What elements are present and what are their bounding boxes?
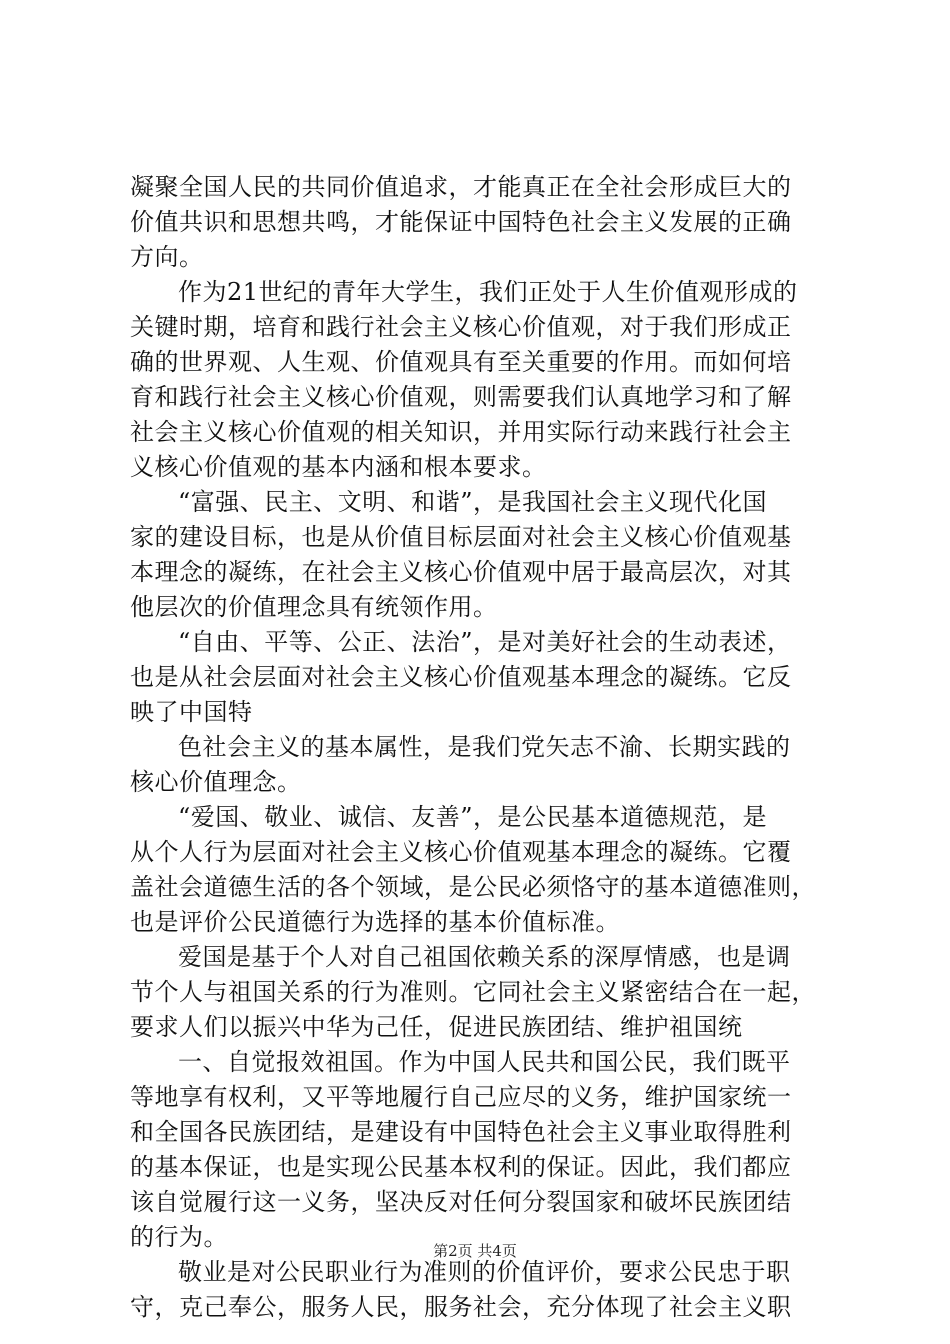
text-line: 从个人行为层面对社会主义核心价值观基本理念的凝练。它覆 — [130, 838, 792, 866]
text-line: 的行为。 — [130, 1223, 228, 1251]
text-line: 该自觉履行这一义务，坚决反对任何分裂国家和破坏民族团结 — [130, 1188, 792, 1216]
text-line: 核心价值理念。 — [130, 768, 302, 796]
text-line: 映了中国特 — [130, 698, 253, 726]
paragraph-start-line: 敬业是对公民职业行为准则的价值评价，要求公民忠于职 — [178, 1258, 791, 1286]
paragraph-start-line: “自由、平等、公正、法治”，是对美好社会的生动表述， — [178, 628, 792, 656]
text-line: 也是从社会层面对社会主义核心价值观基本理念的凝练。它反 — [130, 663, 792, 691]
text-line: 方向。 — [130, 243, 204, 271]
text-line: 关键时期，培育和践行社会主义核心价值观，对于我们形成正 — [130, 313, 792, 341]
text-line: 守，克己奉公，服务人民，服务社会，充分体现了社会主义职 — [130, 1293, 792, 1321]
text-line: 和全国各民族团结，是建设有中国特色社会主义事业取得胜利 — [130, 1118, 792, 1146]
paragraph-start-line: 爱国是基于个人对自己祖国依赖关系的深厚情感，也是调 — [178, 943, 791, 971]
text-line: 义核心价值观的基本内涵和根本要求。 — [130, 453, 547, 481]
text-line: 他层次的价值理念具有统领作用。 — [130, 593, 498, 621]
text-line: 盖社会道德生活的各个领域，是公民必须恪守的基本道德准则， — [130, 873, 816, 901]
paragraph-start-line: 一、自觉报效祖国。作为中国人民共和国公民，我们既平 — [178, 1048, 791, 1076]
text-line: 要求人们以振兴中华为己任，促进民族团结、维护祖国统 — [130, 1013, 743, 1041]
text-line: 社会主义核心价值观的相关知识，并用实际行动来践行社会主 — [130, 418, 792, 446]
text-line: 等地享有权利，又平等地履行自己应尽的义务，维护国家统一 — [130, 1083, 792, 1111]
text-line: 的基本保证，也是实现公民基本权利的保证。因此，我们都应 — [130, 1153, 792, 1181]
paragraph-start-line: “爱国、敬业、诚信、友善”，是公民基本道德规范，是 — [178, 803, 768, 831]
text-line: 确的世界观、人生观、价值观具有至关重要的作用。而如何培 — [130, 348, 792, 376]
paragraph-start-line: 色社会主义的基本属性，是我们党矢志不渝、长期实践的 — [178, 733, 791, 761]
text-line: 节个人与祖国关系的行为准则。它同社会主义紧密结合在一起， — [130, 978, 816, 1006]
paragraph-start-line: “富强、民主、文明、和谐”，是我国社会主义现代化国 — [178, 488, 768, 516]
text-line: 家的建设目标，也是从价值目标层面对社会主义核心价值观基 — [130, 523, 792, 551]
text-line: 育和践行社会主义核心价值观，则需要我们认真地学习和了解 — [130, 383, 792, 411]
paragraph-start-line: 作为21世纪的青年大学生，我们正处于人生价值观形成的 — [178, 278, 798, 306]
text-line: 价值共识和思想共鸣，才能保证中国特色社会主义发展的正确 — [130, 208, 792, 236]
page-number-footer: 第2页 共4页 — [433, 1242, 517, 1260]
text-line: 本理念的凝练，在社会主义核心价值观中居于最高层次，对其 — [130, 558, 792, 586]
text-line: 也是评价公民道德行为选择的基本价值标准。 — [130, 908, 620, 936]
text-line: 凝聚全国人民的共同价值追求，才能真正在全社会形成巨大的 — [130, 173, 792, 201]
